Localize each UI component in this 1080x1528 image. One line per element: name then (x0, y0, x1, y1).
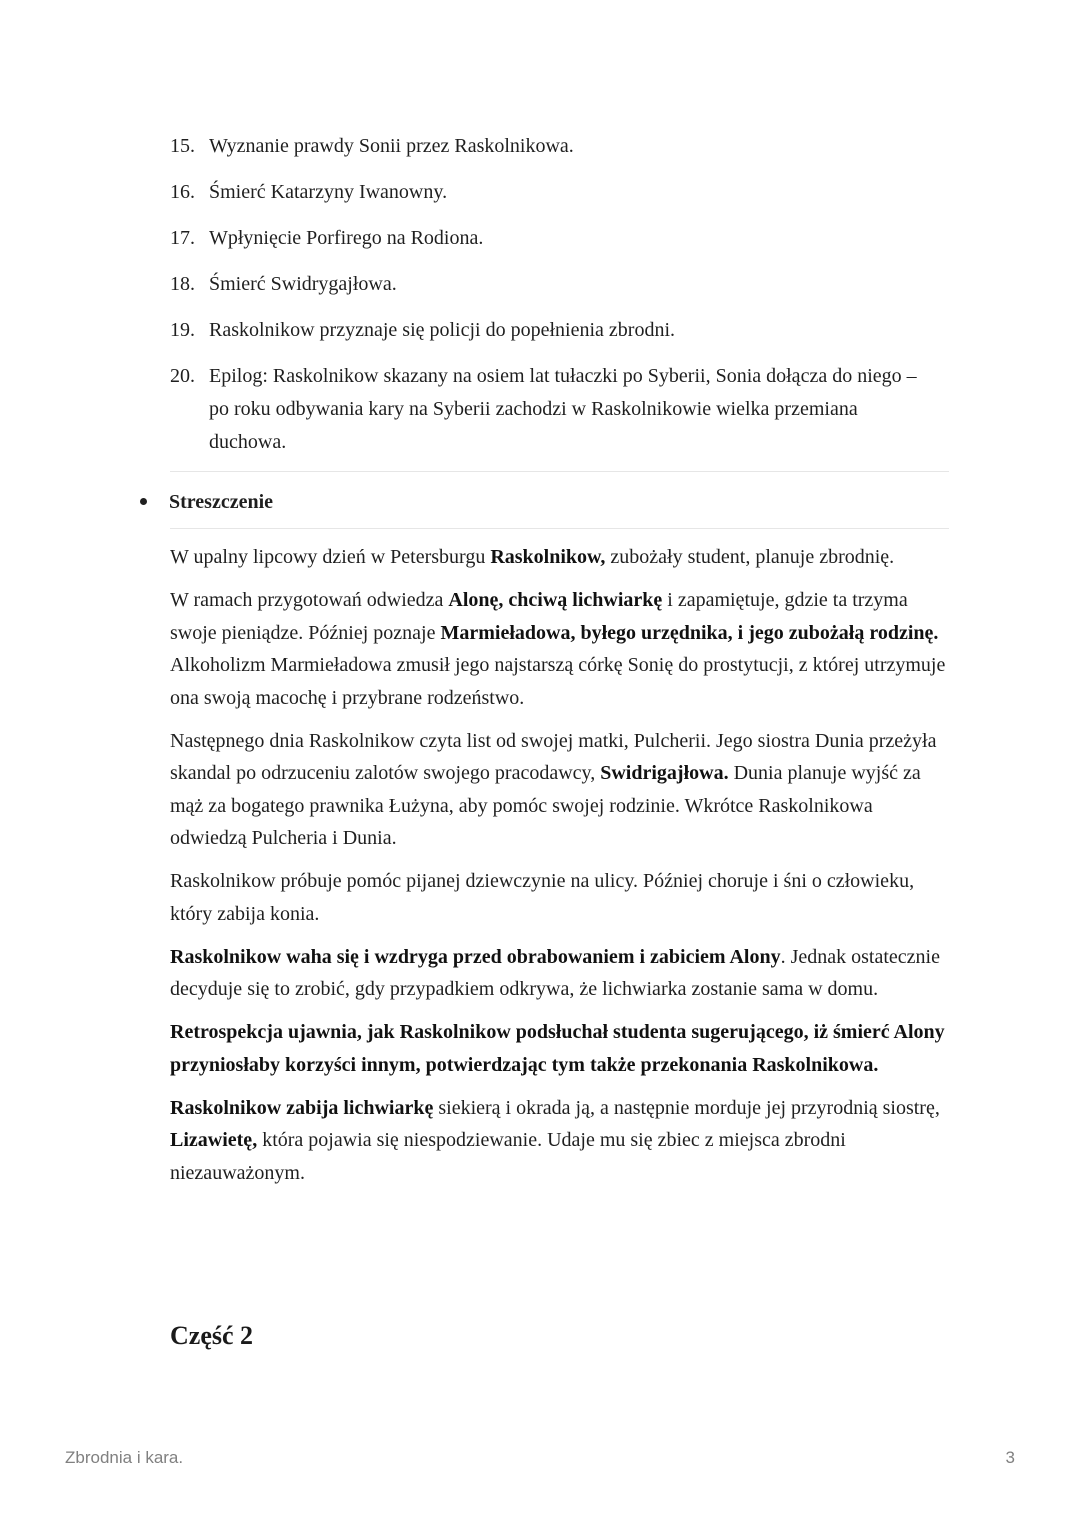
list-number: 15. (170, 135, 195, 157)
text-run: W ramach przygotowań odwiedza (170, 589, 449, 611)
list-number: 18. (170, 273, 195, 295)
text-run: Dunia planuje wyjść za mąż za bogatego prawnika Łużyna, aby pomóc swojej rodzinie. Wkrótce Raskolnikowa odwiedzą Pulcheria i Dunia. (170, 762, 921, 849)
bold-run: Swidrigajłowa. (600, 762, 729, 784)
list-item (170, 176, 930, 209)
list-text: Epilog: Raskolnikow skazany na osiem lat tułaczki po Syberii, Sonia dołącza do niego – po roku odbywania kary na Syberii zachodzi w Raskolnikowie wielka przemiana duchowa. (209, 365, 917, 453)
section-label: Streszczenie (169, 491, 274, 513)
text-run: W upalny lipcowy dzień w Petersburgu (170, 546, 491, 568)
paragraph (170, 541, 950, 574)
divider (170, 471, 949, 472)
paragraph (170, 865, 950, 930)
text-run: Alkoholizm Marmieładowa zmusił jego najstarszą córkę Sonię do prostytucji, z której utrzymuje ona swoją macochę i przybrane rodzeństwo. (170, 654, 946, 709)
bold-run: Marmieładowa, byłego urzędnika, i jego zubożałą rodzinę. (440, 621, 939, 644)
summary-content (170, 541, 950, 1200)
bold-run: Alonę, chciwą lichwiarkę (448, 589, 663, 611)
page-number: 3 (1005, 1448, 1015, 1467)
section-label-row (140, 486, 273, 518)
footer-title: Zbrodnia i kara. (65, 1448, 184, 1467)
bold-run: Raskolnikow zabija lichwiarkę (170, 1096, 434, 1119)
list-item (170, 360, 930, 459)
bold-run: Raskolnikow, (490, 546, 606, 568)
text-run: . Jednak ostatecznie decyduje się to zrobić, gdy przypadkiem odkrywa, że lichwiarka zostanie sama w domu. (170, 945, 940, 1000)
paragraph (170, 1092, 950, 1190)
list-text: Wyznanie prawdy Sonii przez Raskolnikowa. (209, 135, 574, 157)
numbered-list (170, 130, 930, 472)
list-item (170, 314, 930, 347)
bold-run: Raskolnikow waha się i wzdryga przed obrabowaniem i zabiciem Alony (170, 945, 781, 968)
list-number: 16. (170, 181, 195, 203)
text-run: siekierą i okrada ją, a następnie morduje jej przyrodnią siostrę, (433, 1096, 940, 1119)
paragraph (170, 941, 950, 1006)
text-run: Raskolnikow próbuje pomóc pijanej dziewczynie na ulicy. Później choruje i śni o człowieku, który zabija konia. (170, 870, 915, 925)
text-run: która pojawia się niespodziewanie. Udaje mu się zbiec z miejsca zbrodni niezauważonym. (170, 1129, 846, 1184)
text-run: zubożały student, planuje zbrodnię. (605, 546, 895, 568)
bold-run: Retrospekcja ujawnia, jak Raskolnikow podsłuchał studenta sugerującego, iż śmierć Alony przyniosłaby korzyści innym, potwierdzając tym także przekonania Raskolnikowa. (170, 1021, 945, 1076)
bullet-icon (140, 498, 147, 505)
list-item (170, 222, 930, 255)
text-run: Następnego dnia Raskolnikow czyta list od swojej matki, Pulcherii. Jego siostra Dunia przeżyła skandal po odrzuceniu zalotów swojego pracodawcy, (170, 729, 937, 784)
list-number: 17. (170, 227, 195, 249)
paragraph (170, 725, 950, 855)
list-text: Raskolnikow przyznaje się policji do popełnienia zbrodni. (209, 319, 675, 341)
list-text: Śmierć Swidrygajłowa. (209, 273, 397, 295)
section-heading: Część 2 (170, 1321, 254, 1350)
list-item (170, 130, 930, 163)
bold-run: Lizawietę, (170, 1129, 258, 1151)
text-run: i zapamiętuje, gdzie ta trzyma swoje pieniądze. Później poznaje (170, 589, 908, 644)
list-text: Śmierć Katarzyny Iwanowny. (209, 181, 448, 203)
divider (170, 528, 949, 529)
list-item (170, 268, 930, 301)
list-number: 19. (170, 319, 195, 341)
paragraph (170, 584, 950, 714)
list-number: 20. (170, 365, 195, 387)
list-text: Wpłynięcie Porfirego na Rodiona. (209, 227, 484, 249)
paragraph (170, 1016, 950, 1081)
